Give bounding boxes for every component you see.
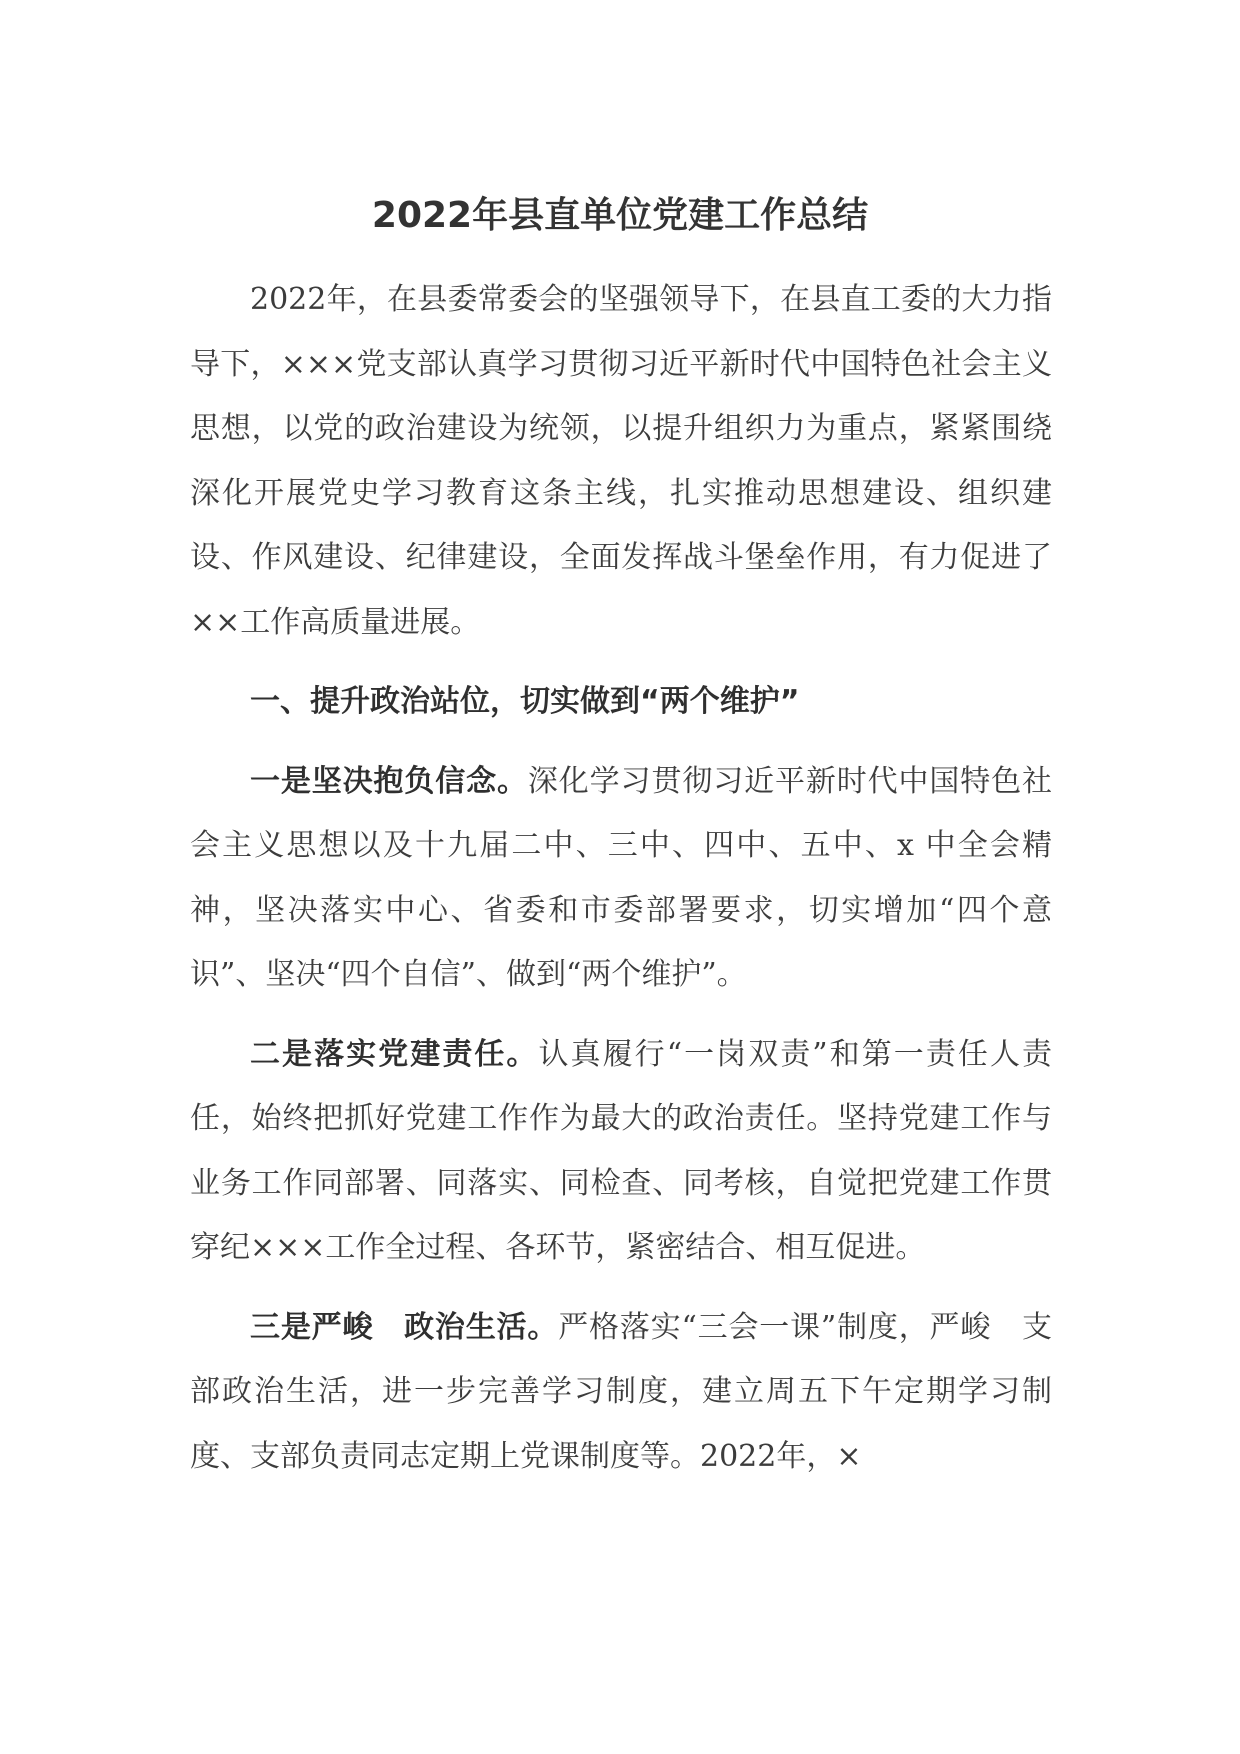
item-text-1: 深化学习贯彻习近平新时代中国特色社会主义思想以及十九届二中、三中、四中、五中、x 中全会精神，坚决落实中心、省委和市委部署要求，切实增加“四个意识”、坚决“四个自信”、做到“两个维护”。 [190, 763, 1053, 992]
section-heading: 一、提升政治站位，切实做到“两个维护” [250, 684, 800, 719]
item-text-3: 严格落实“三会一课”制度，严峻 支部政治生活，进一步完善学习制度，建立周五下午定期学习制度、支部负责同志定期上党课制度等。2022年，× [190, 1309, 1052, 1474]
item-text-2: 认真履行“一岗双责”和第一责任人责任，始终把抓好党建工作作为最大的政治责任。坚持党建工作与业务工作同部署、同落实、同检查、同考核，自觉把党建工作贯穿纪×××工作全过程、各环节，紧密结合、相互促进。 [190, 1036, 1052, 1265]
document-title: 2022年县直单位党建工作总结 [371, 195, 869, 236]
document-body [190, 268, 1052, 1489]
item-lead-1: 一是坚决抱负信念。 [250, 763, 528, 799]
item-lead-3: 三是严峻 政治生活。 [250, 1309, 559, 1345]
item-paragraph-3 [190, 1296, 1052, 1490]
item-lead-2: 二是落实党建责任。 [250, 1036, 539, 1072]
intro-paragraph: 2022年，在县委常委会的坚强领导下，在县直工委的大力指导下，×××党支部认真学习贯彻习近平新时代中国特色社会主义思想，以党的政治建设为统领，以提升组织力为重点，紧紧围绕深化开展党史学习教育这条主线，扎实推动思想建设、组织建设、作风建设、纪律建设，全面发挥战斗堡垒作用，有力促进了××工作高质量进展。 [190, 282, 1052, 640]
item-paragraph-2 [190, 1023, 1052, 1281]
item-paragraph-1 [190, 750, 1052, 1008]
